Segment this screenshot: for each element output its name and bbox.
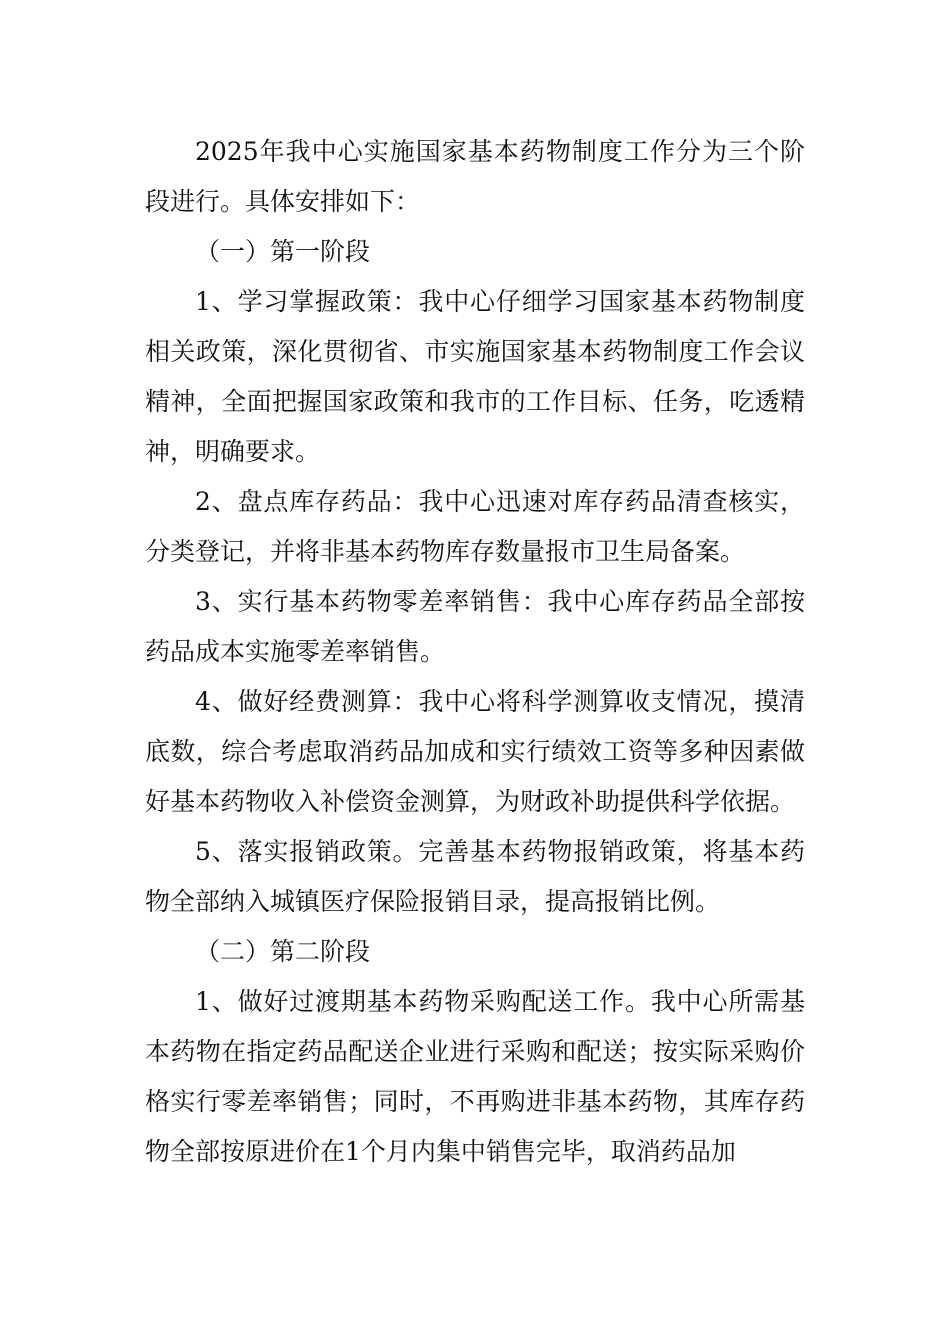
stage-one-item-1: 1、学习掌握政策：我中心仔细学习国家基本药物制度相关政策，深化贯彻省、市实施国家基本药物制度工作会议精神，全面把握国家政策和我市的工作目标、任务，吃透精神，明确要求。 (145, 287, 805, 466)
stage-one-item-2: 2、盘点库存药品：我中心迅速对库存药品清查核实，分类登记，并将非基本药物库存数量报市卫生局备案。 (145, 487, 805, 566)
stage-two-heading: （二）第二阶段 (195, 937, 371, 966)
stage-one-item-4: 4、做好经费测算：我中心将科学测算收支情况，摸清底数，综合考虑取消药品加成和实行绩效工资等多种因素做好基本药物收入补偿资金测算，为财政补助提供科学依据。 (145, 687, 805, 816)
stage-one-item-5: 5、落实报销政策。完善基本药物报销政策，将基本药物全部纳入城镇医疗保险报销目录，提高报销比例。 (145, 837, 805, 916)
document-page (145, 127, 805, 1177)
intro-paragraph: 2025年我中心实施国家基本药物制度工作分为三个阶段进行。具体安排如下： (145, 137, 805, 216)
stage-one-heading: （一）第一阶段 (195, 237, 371, 266)
stage-one-item-3: 3、实行基本药物零差率销售：我中心库存药品全部按药品成本实施零差率销售。 (145, 587, 805, 666)
stage-two-item-1: 1、做好过渡期基本药物采购配送工作。我中心所需基本药物在指定药品配送企业进行采购和配送；按实际采购价格实行零差率销售；同时，不再购进非基本药物，其库存药物全部按原进价在1个月内集中销售完毕，取消药品加 (145, 987, 805, 1166)
